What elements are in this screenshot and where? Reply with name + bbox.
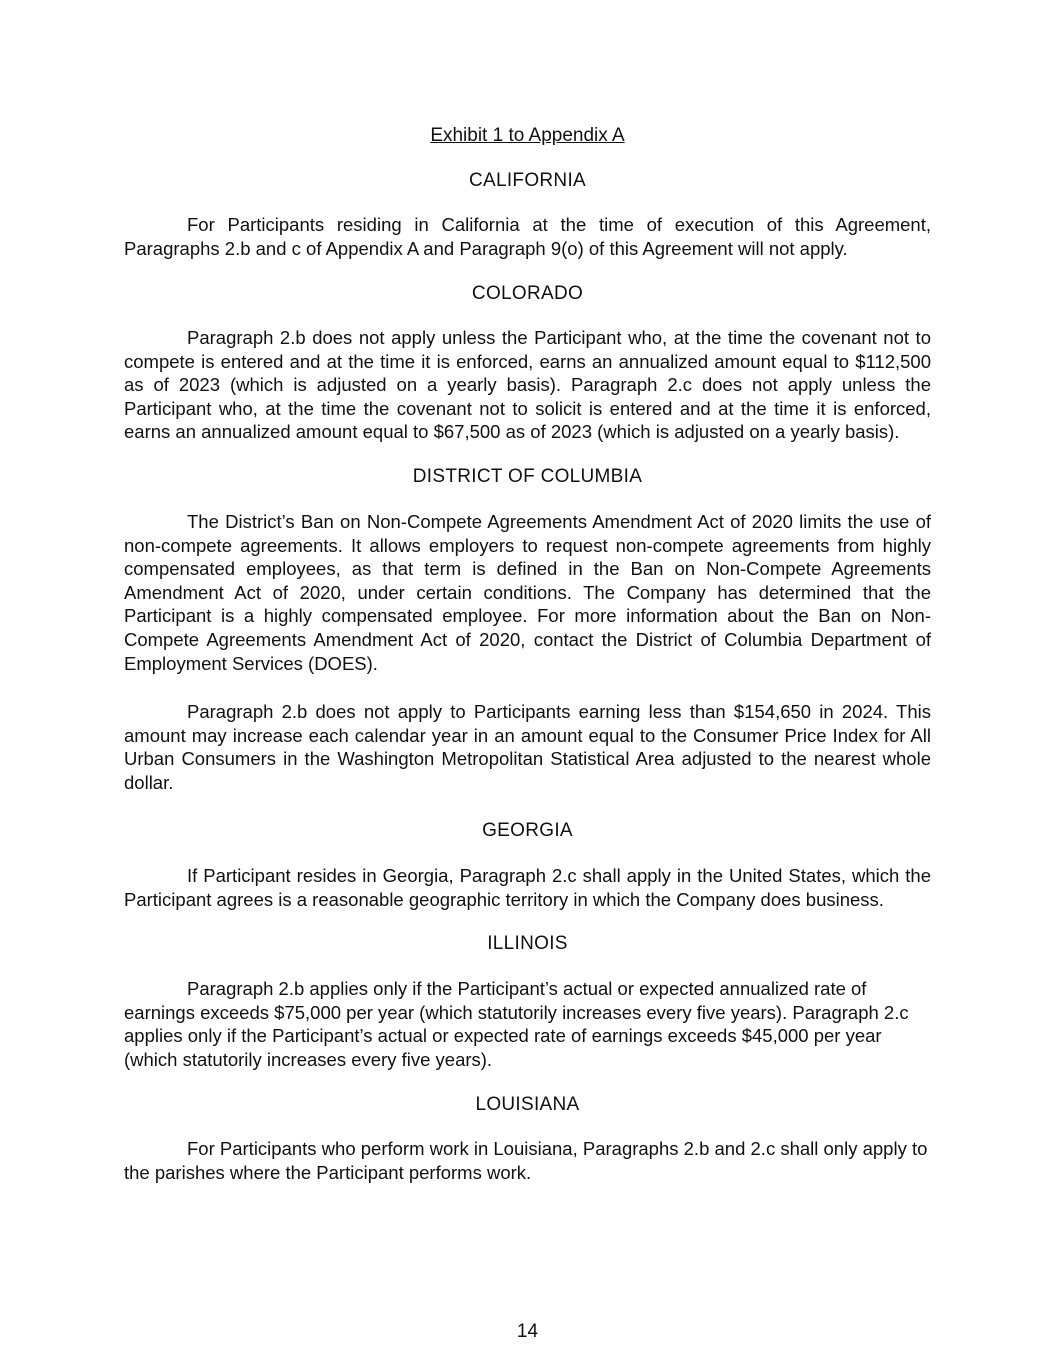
- paragraph-california: For Participants residing in California at the time of execution of this Agreement, Paragraphs 2.b and c of Appendix A and Paragraph 9(o) of this Agreement will not apply.: [124, 214, 931, 259]
- paragraph-louisiana: For Participants who perform work in Louisiana, Paragraphs 2.b and 2.c shall only apply to the parishes where the Participant performs work.: [124, 1138, 928, 1183]
- section-heading-illinois: ILLINOIS: [487, 933, 568, 954]
- section-heading-california: CALIFORNIA: [468, 170, 587, 191]
- paragraph-dc-threshold: Paragraph 2.b does not apply to Participants earning less than $154,650 in 2024. This amount may increase each calendar year in an amount equal to the Consumer Price Index for All Urban Consumers in the Washington Metropolitan Statistical Area adjusted to the nearest whole dollar.: [124, 701, 931, 793]
- paragraph-dc-ban: The District’s Ban on Non-Compete Agreements Amendment Act of 2020 limits the use of non-compete agreements. It allows employers to request non-compete agreements from highly compensated employees, as that term is defined in the Ban on Non-Compete Agreements Amendment Act of 2020, under certain conditions. The Company has determined that the Participant is a highly compensated employee. For more information about the Ban on Non-Compete Agreements Amendment Act of 2020, contact the District of Columbia Department of Employment Services (DOES).: [124, 511, 931, 674]
- section-heading-colorado: COLORADO: [471, 283, 584, 304]
- exhibit-title-text: Exhibit 1 to Appendix A: [430, 125, 625, 146]
- paragraph-colorado: Paragraph 2.b does not apply unless the Participant who, at the time the covenant not to compete is entered and at the time it is enforced, earns an annualized amount equal to $112,500 as of 2023 (which is adjusted on a yearly basis). Paragraph 2.c does not apply unless the Participant who, at the time the covenant not to solicit is entered and at the time it is enforced, earns an annualized amount equal to $67,500 as of 2023 (which is adjusted on a yearly basis).: [124, 327, 931, 443]
- page-number: 14: [516, 1321, 539, 1342]
- paragraph-illinois: Paragraph 2.b applies only if the Participant’s actual or expected annualized rate of earnings exceeds $75,000 per year (which statutorily increases every five years). Paragraph 2.c applies only if the Participant’s actual or expected rate of earnings exceeds $45,000 per year (which statutorily increases every five years).: [124, 978, 909, 1070]
- document-page: [124, 0, 931, 1365]
- exhibit-title: [124, 124, 931, 148]
- section-heading-georgia: GEORGIA: [482, 820, 573, 841]
- section-heading-louisiana: LOUISIANA: [475, 1094, 580, 1115]
- paragraph-georgia: If Participant resides in Georgia, Paragraph 2.c shall apply in the United States, which the Participant agrees is a reasonable geographic territory in which the Company does business.: [124, 865, 931, 910]
- section-heading-district-of-columbia: DISTRICT OF COLUMBIA: [412, 466, 643, 487]
